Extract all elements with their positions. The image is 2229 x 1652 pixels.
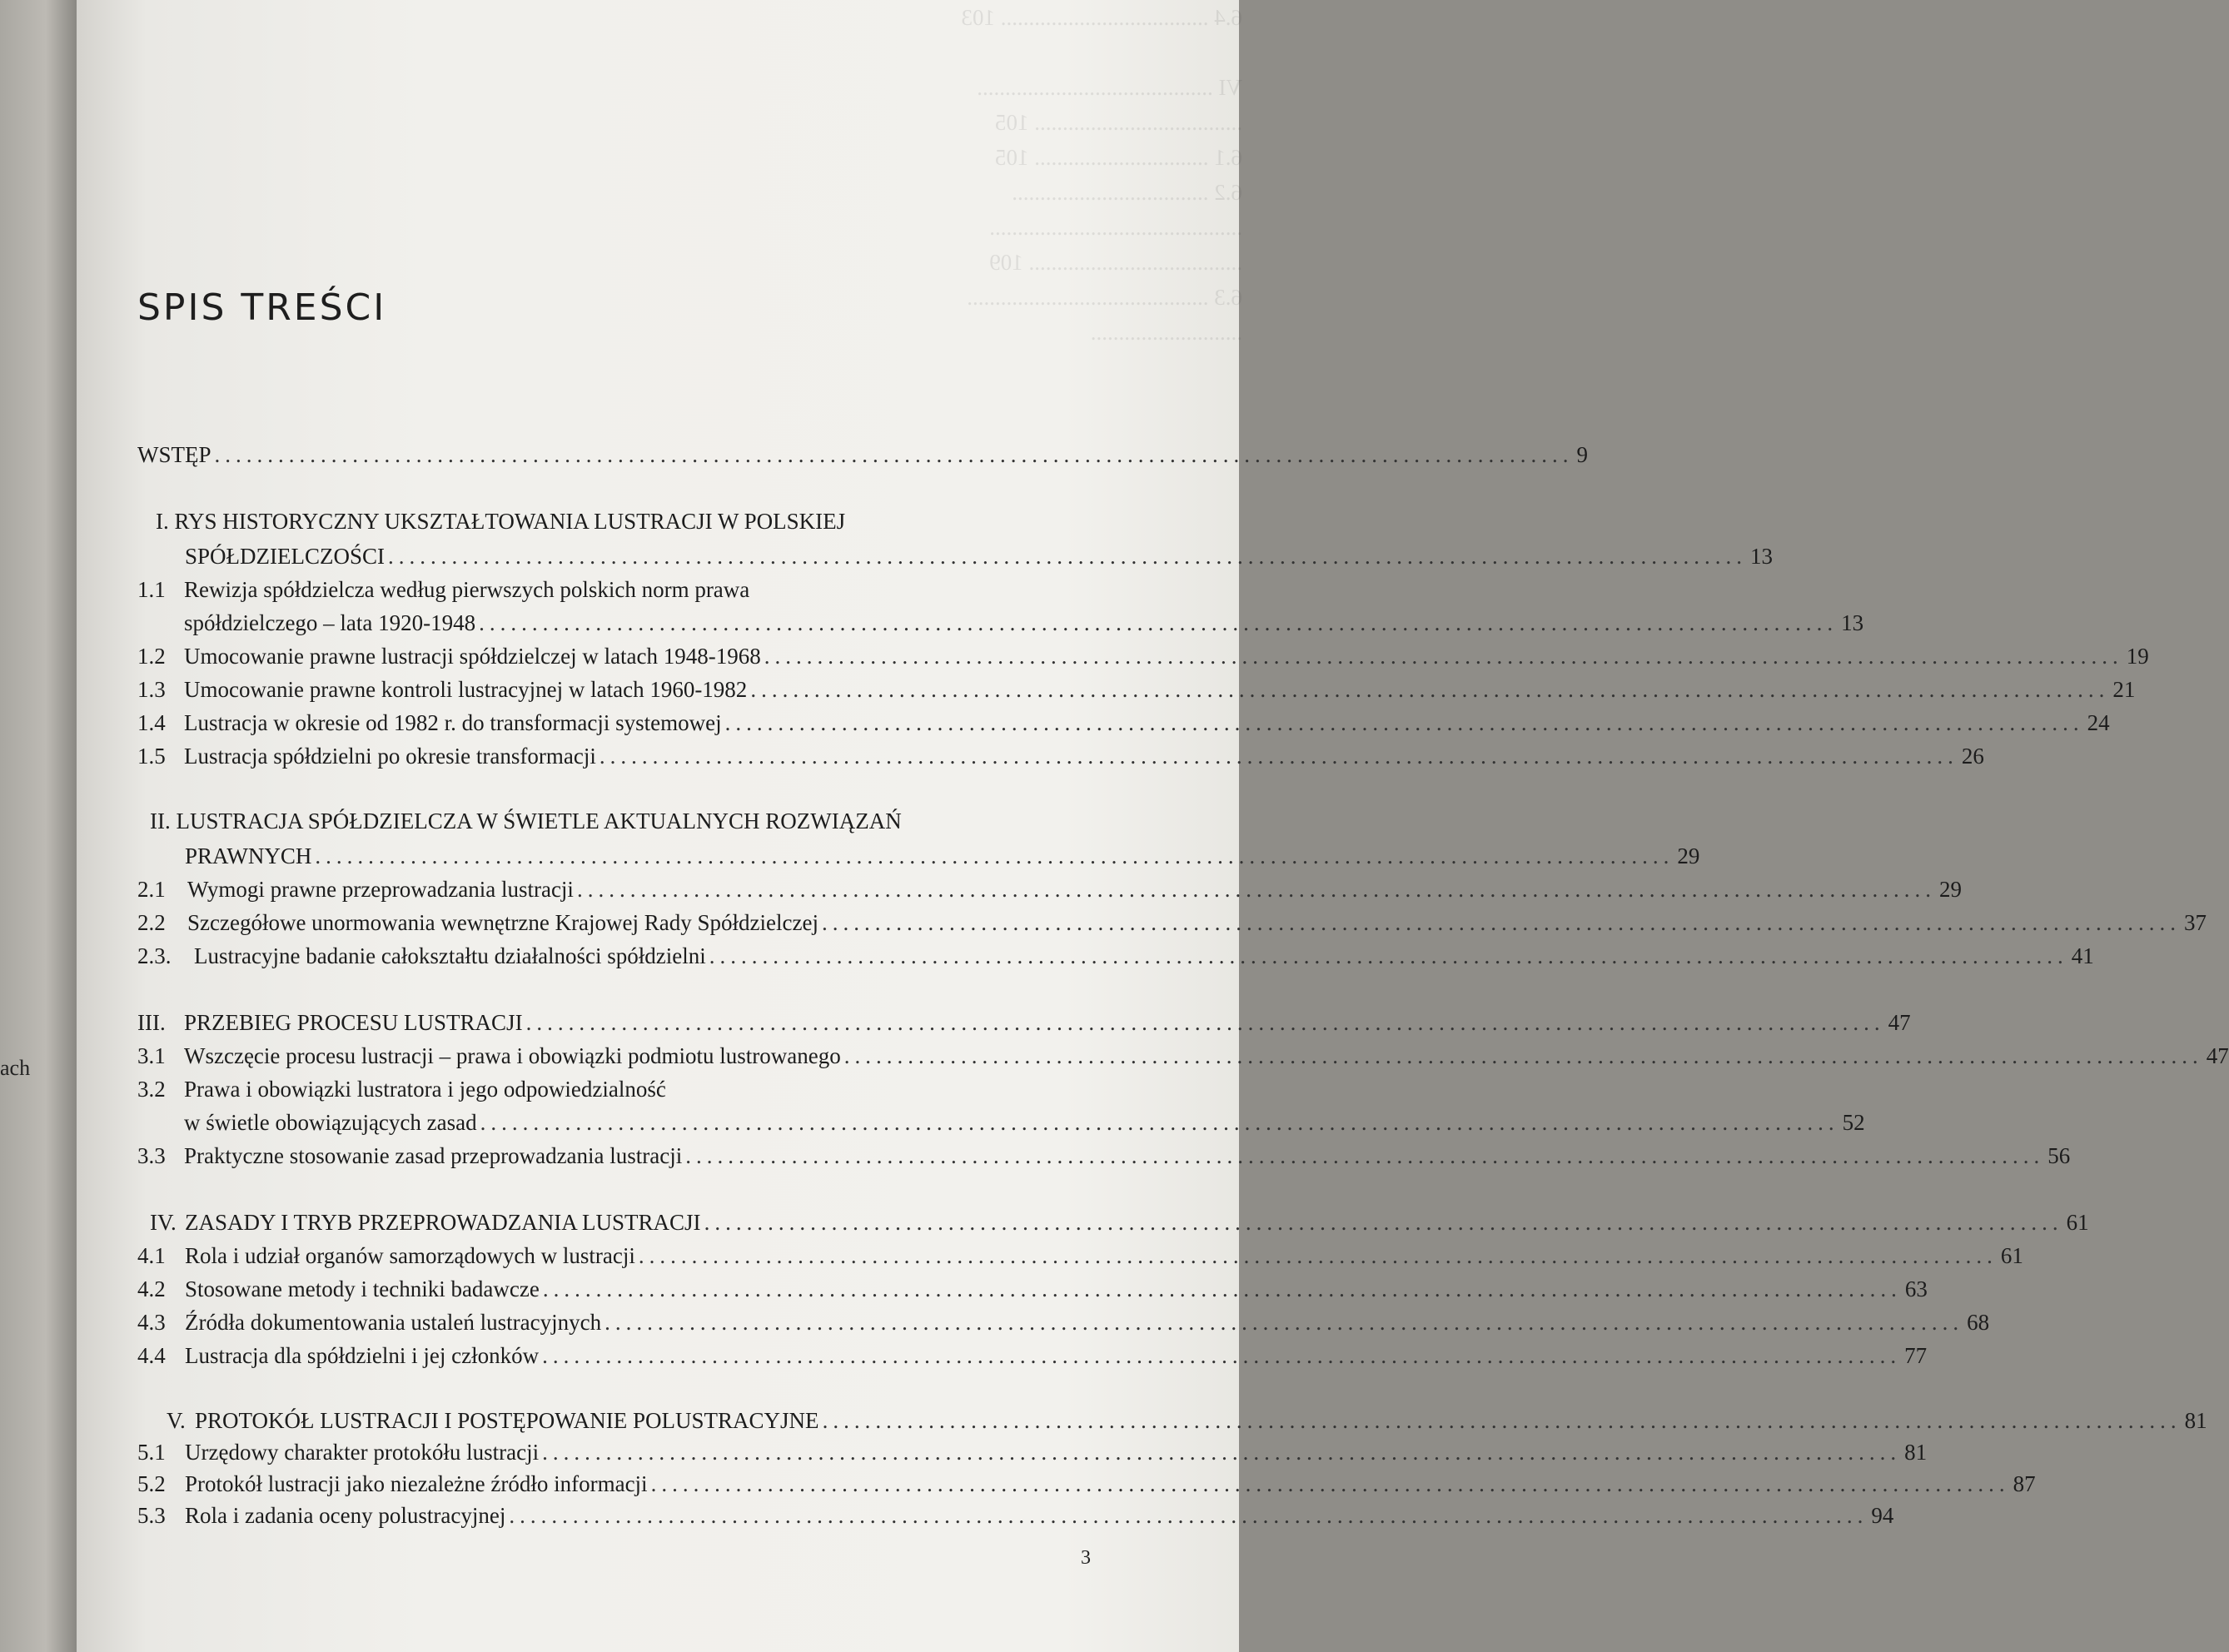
leader-dots: ................................................................................................................................: [315, 843, 1674, 868]
chapter-2-title-line1: II. LUSTRACJA SPÓŁDZIELCZA W ŚWIETLE AKTUALNYCH ROZWIĄZAŃ: [150, 809, 902, 833]
toc-entry-page: 9: [1576, 442, 1589, 467]
leader-dots: ................................................................................................................................: [480, 1110, 1839, 1135]
adjacent-page-text: ach: [0, 1056, 31, 1080]
toc-item-1-4: 1.4 Lustracja w okresie od 1982 r. do transformacji systemowej ................................................................................................................................ 24: [137, 710, 2110, 735]
leader-dots: ................................................................................................................................: [605, 1310, 1964, 1335]
leader-dots: ................................................................................................................................: [542, 1440, 1902, 1465]
adjacent-page: [0, 0, 77, 1652]
leader-dots: ................................................................................................................................: [709, 943, 2068, 968]
toc-item-4-3: 4.3 Źródła dokumentowania ustaleń lustracyjnych ................................................................................................................................ 68: [137, 1310, 1990, 1335]
toc-entry-intro: [137, 433, 1589, 468]
toc-item-2-3: 2.3. Lustracyjne badanie całokształtu działalności spółdzielni ................................................................................................................................ 41: [137, 943, 2094, 968]
leader-dots: ................................................................................................................................: [542, 1343, 1902, 1368]
leader-dots: ................................................................................................................................: [638, 1243, 1998, 1268]
toc-item-1-3: 1.3 Umocowanie prawne kontroli lustracyjnej w latach 1960-1982 ................................................................................................................................ 21: [137, 677, 2136, 702]
toc-item-1-1-line2: spółdzielczego – lata 1920-1948 ................................................................................................................................ 13: [184, 610, 1864, 635]
leader-dots: ................................................................................................................................: [821, 910, 2181, 935]
bleed-through-texture: 6.4 ..................................... 103 VI .......................................... ..................................... 105 6.1 ............................... 105 6.2 ................................... ............................................. ...................................... 109 6.3 ........................................... ...........................: [961, 5, 1242, 345]
leader-dots: ................................................................................................................................: [764, 644, 2123, 669]
toc-item-3-3: 3.3 Praktyczne stosowanie zasad przeprowadzania lustracji ................................................................................................................................ 56: [137, 1143, 2071, 1168]
leader-dots: ................................................................................................................................: [479, 610, 1838, 635]
toc-item-2-1: 2.1 Wymogi prawne przeprowadzania lustracji ................................................................................................................................ 29: [137, 877, 1962, 902]
leader-dots: ................................................................................................................................: [650, 1471, 2010, 1496]
toc-item-1-2: 1.2 Umocowanie prawne lustracji spółdzielczej w latach 1948-1968 ................................................................................................................................ 19: [137, 644, 2149, 669]
toc-item-2-2: 2.2 Szczegółowe unormowania wewnętrzne Krajowej Rady Spółdzielczej ................................................................................................................................ 37: [137, 910, 2207, 935]
leader-dots: ................................................................................................................................: [704, 1210, 2063, 1235]
leader-dots: ................................................................................................................................: [214, 442, 1574, 467]
toc-item-4-4: 4.4 Lustracja dla spółdzielni i jej członków ................................................................................................................................ 77: [137, 1343, 1928, 1368]
toc-item-4-2: 4.2 Stosowane metody i techniki badawcze ................................................................................................................................ 63: [137, 1276, 1928, 1301]
toc-item-3-2-line2: w świetle obowiązujących zasad ................................................................................................................................ 52: [184, 1110, 1865, 1135]
toc-item-5-2: 5.2 Protokół lustracji jako niezależne źródło informacji ................................................................................................................................ 87: [137, 1471, 2036, 1496]
page-number: 3: [1081, 1547, 1091, 1569]
leader-dots: ................................................................................................................................: [750, 677, 2110, 702]
chapter-1-title-line2: SPÓŁDZIELCZOŚCI ................................................................................................................................ 13: [185, 544, 1774, 569]
toc-item-5-3: 5.3 Rola i zadania oceny polustracyjnej ................................................................................................................................ 94: [137, 1503, 1894, 1528]
leader-dots: ................................................................................................................................: [599, 744, 1958, 769]
chapter-3-title: III. PRZEBIEG PROCESU LUSTRACJI ................................................................................................................................ 47: [137, 1010, 1911, 1035]
leader-dots: ................................................................................................................................: [509, 1503, 1868, 1528]
chapter-4-title: IV. ZASADY I TRYB PRZEPROWADZANIA LUSTRACJI ................................................................................................................................ 61: [150, 1210, 2089, 1235]
leader-dots: ................................................................................................................................: [822, 1408, 2182, 1433]
page-title: SPIS TREŚCI: [137, 286, 387, 329]
leader-dots: ................................................................................................................................: [576, 877, 1936, 902]
leader-dots: ................................................................................................................................: [388, 544, 1748, 569]
toc-item-4-1: 4.1 Rola i udział organów samorządowych w lustracji ................................................................................................................................ 61: [137, 1243, 2023, 1268]
leader-dots: ................................................................................................................................: [843, 1043, 2203, 1068]
leader-dots: ................................................................................................................................: [685, 1143, 2045, 1168]
chapter-2-title-line2: PRAWNYCH ................................................................................................................................ 29: [185, 843, 1700, 868]
toc-entry-title: WSTĘP: [137, 442, 211, 467]
toc-item-3-2-line1: 3.2 Prawa i obowiązki lustratora i jego odpowiedzialność: [137, 1077, 666, 1102]
toc-item-1-5: 1.5 Lustracja spółdzielni po okresie transformacji ................................................................................................................................ 26: [137, 744, 1984, 769]
leader-dots: ................................................................................................................................: [542, 1276, 1902, 1301]
chapter-5-title: V. PROTOKÓŁ LUSTRACJI I POSTĘPOWANIE POLUSTRACYJNE ................................................................................................................................ 81: [167, 1408, 2207, 1433]
chapter-1-title-line1: I. RYS HISTORYCZNY UKSZTAŁTOWANIA LUSTRACJI W POLSKIEJ: [156, 509, 846, 534]
book-page: [77, 0, 2229, 1652]
leader-dots: ................................................................................................................................: [525, 1010, 1885, 1035]
toc-item-5-1: 5.1 Urzędowy charakter protokółu lustracji ................................................................................................................................ 81: [137, 1440, 1928, 1465]
toc-item-1-1-line1: 1.1 Rewizja spółdzielcza według pierwszych polskich norm prawa: [137, 577, 750, 602]
leader-dots: ................................................................................................................................: [724, 710, 2084, 735]
toc-item-3-1: 3.1 Wszczęcie procesu lustracji – prawa i obowiązki podmiotu lustrowanego ................................................................................................................................ 47: [137, 1043, 2229, 1068]
